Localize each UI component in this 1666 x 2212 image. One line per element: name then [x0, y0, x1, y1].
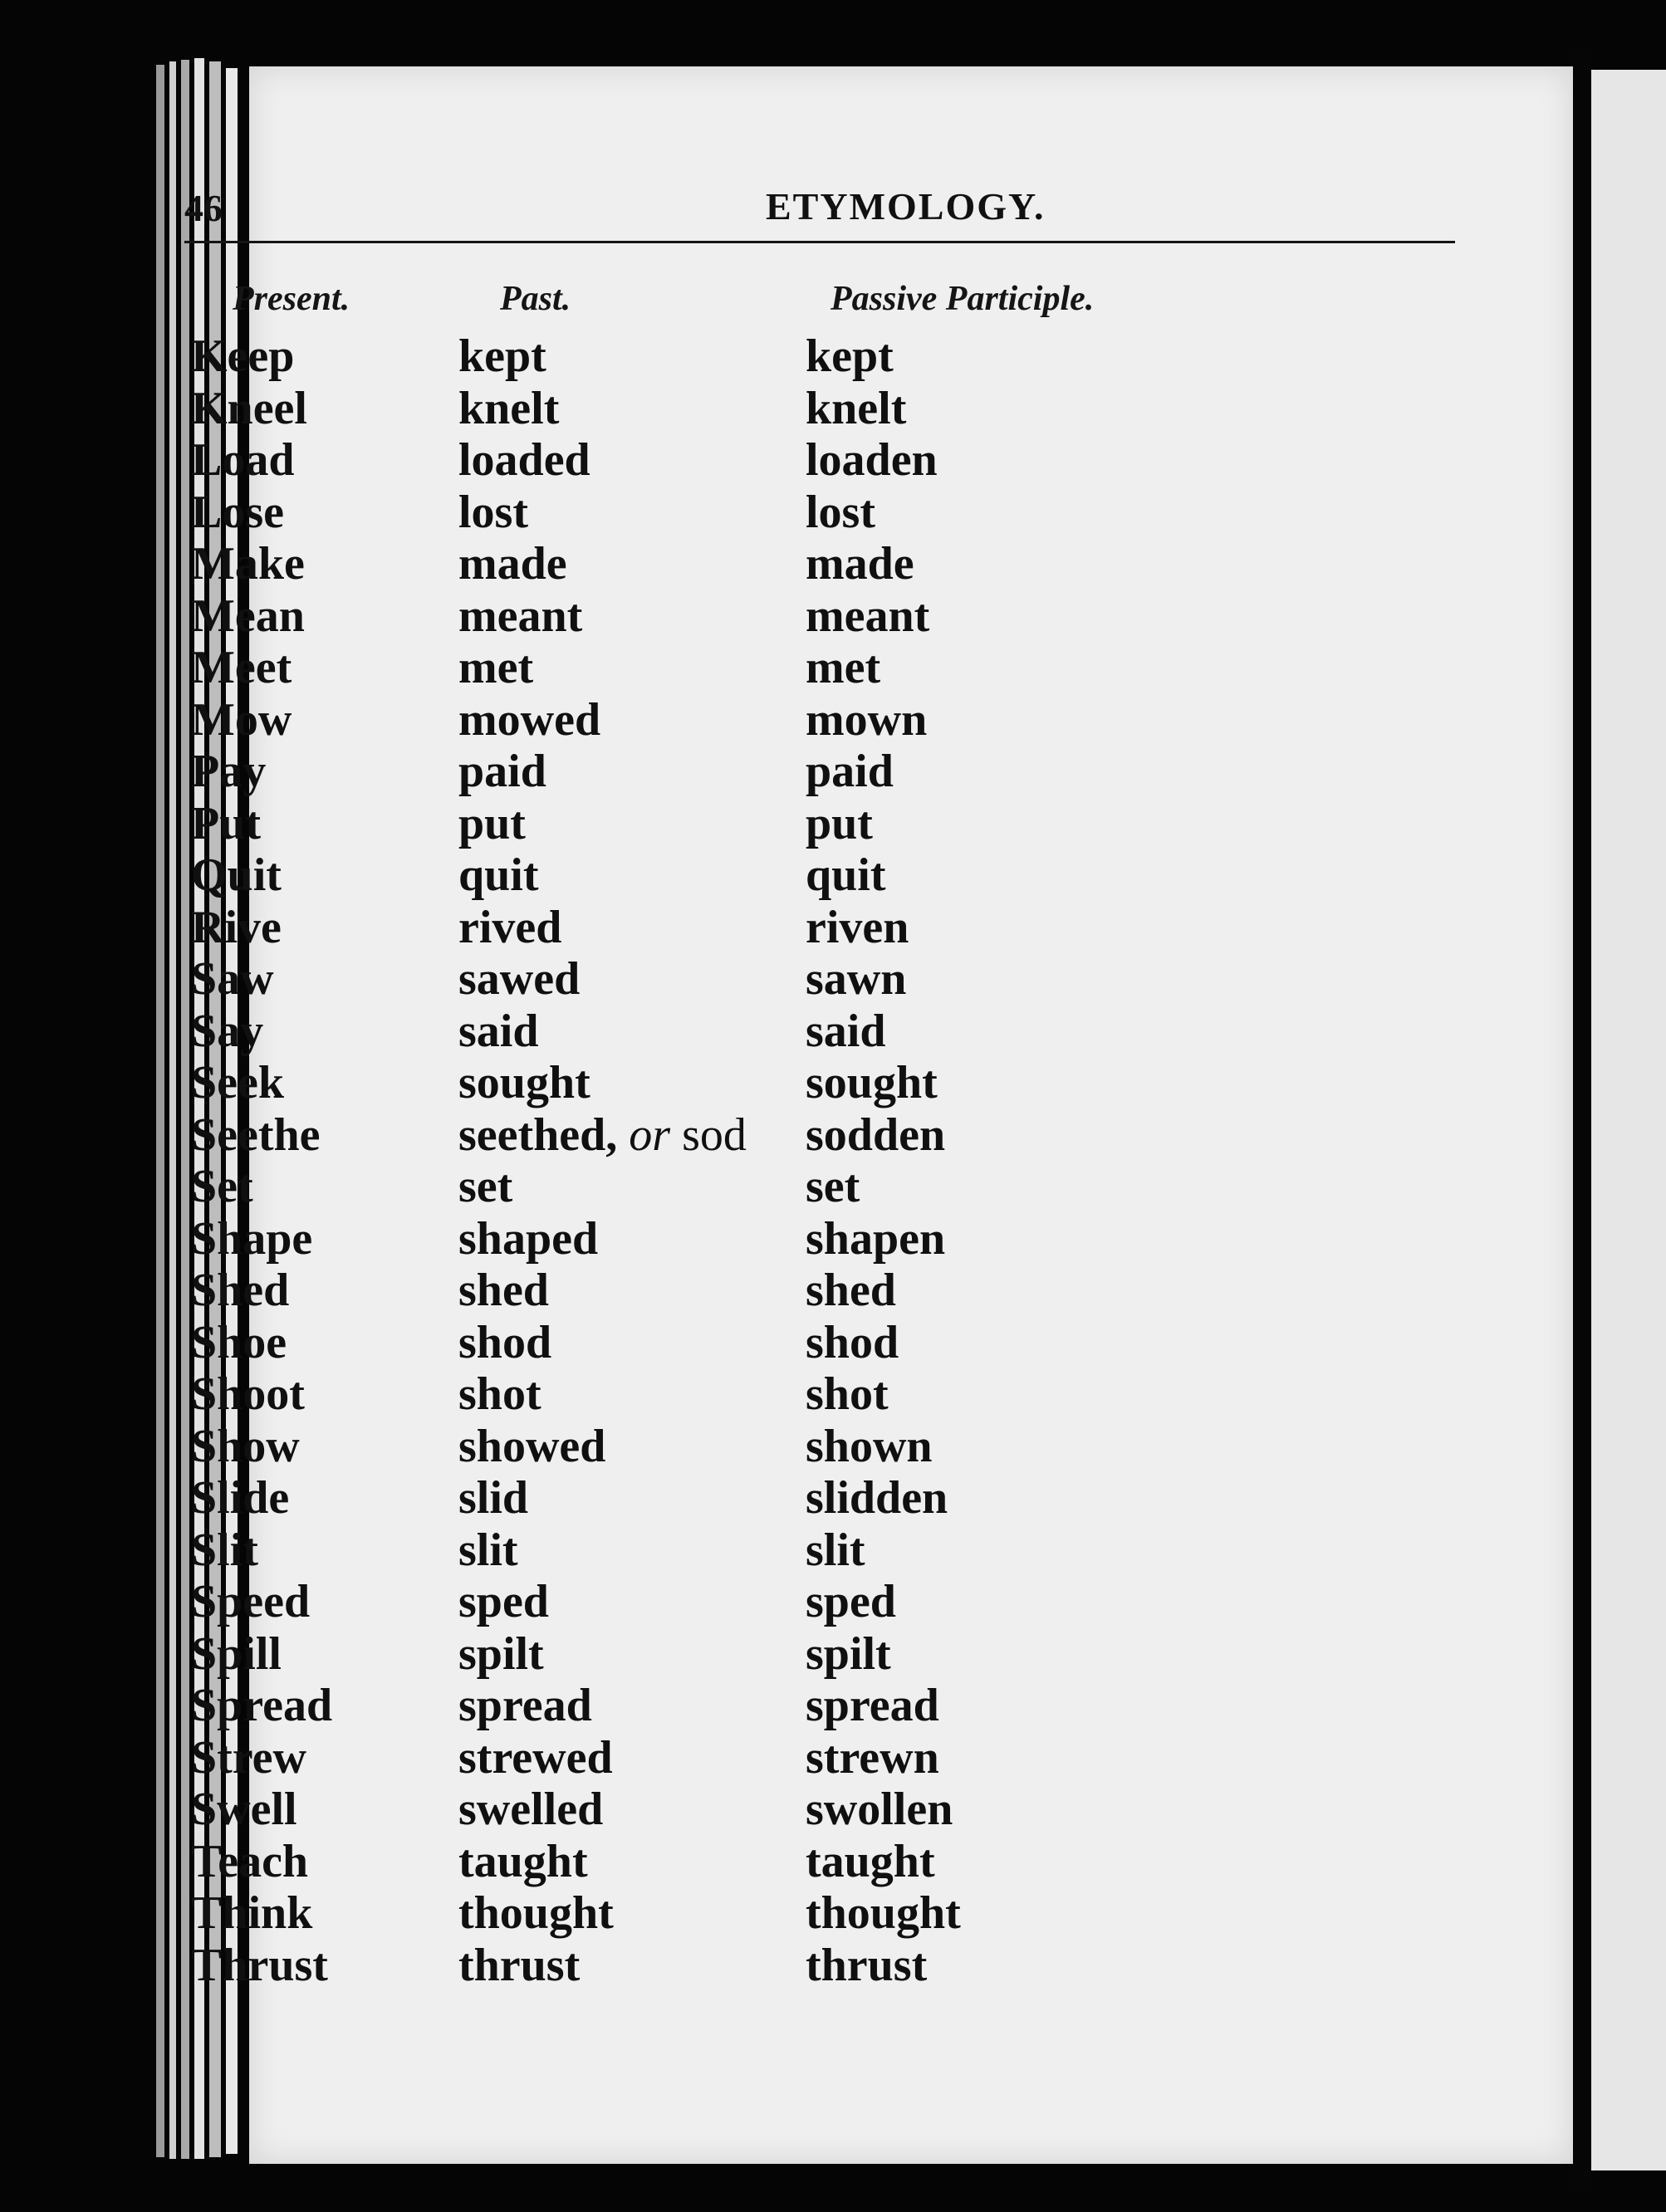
present-form: Saw: [191, 953, 274, 1005]
passive-participle-form: mown: [806, 693, 928, 746]
present-form: Make: [191, 538, 305, 590]
verb-row: [191, 1161, 1437, 1213]
passive-participle-form: riven: [806, 901, 909, 953]
past-form: showed: [458, 1420, 606, 1472]
verb-row: [191, 1836, 1437, 1888]
verb-row: [191, 1940, 1437, 1992]
past-form: sought: [458, 1057, 590, 1108]
present-form: Think: [191, 1887, 313, 1939]
present-form: Quit: [191, 849, 282, 901]
passive-participle-form: said: [806, 1005, 886, 1057]
running-head: ETYMOLOGY.: [766, 185, 1046, 228]
verb-row: [191, 538, 1437, 590]
past-form: sped: [458, 1576, 549, 1627]
present-form: Shoot: [191, 1368, 305, 1420]
passive-participle-form: shot: [806, 1368, 889, 1420]
past-form: set: [458, 1161, 513, 1212]
column-header-passive-participle: Passive Participle.: [831, 280, 1095, 318]
verb-row: [191, 953, 1437, 1006]
verb-row: [191, 1317, 1437, 1369]
facing-page-edge: [1591, 70, 1666, 2170]
passive-participle-form: put: [806, 797, 873, 849]
verb-row: [191, 1265, 1437, 1317]
passive-participle-form: slit: [806, 1524, 865, 1576]
past-form: paid: [458, 746, 546, 797]
past-form: shot: [458, 1368, 541, 1420]
present-form: Swell: [191, 1784, 297, 1835]
past-form: shod: [458, 1316, 552, 1368]
present-form: Kneel: [191, 382, 307, 434]
passive-participle-form: spilt: [806, 1627, 891, 1680]
present-form: Slide: [191, 1472, 290, 1524]
verb-row: [191, 1524, 1437, 1577]
verb-row: [191, 642, 1437, 694]
passive-participle-form: made: [806, 538, 914, 590]
past-form: lost: [458, 486, 528, 538]
passive-participle-form: set: [806, 1161, 860, 1212]
past-form: meant: [458, 590, 583, 642]
present-form: Pay: [191, 746, 267, 797]
present-form: Seethe: [191, 1108, 321, 1161]
passive-participle-form: sawn: [806, 953, 907, 1005]
present-form: Set: [191, 1161, 253, 1212]
column-header-present: Present.: [233, 280, 350, 318]
present-form: Shoe: [191, 1316, 287, 1368]
verb-row: [191, 1887, 1437, 1940]
present-form: Seek: [191, 1057, 284, 1108]
past-form: slid: [458, 1472, 529, 1524]
passive-participle-form: sodden: [806, 1108, 946, 1161]
past-form: put: [458, 797, 526, 849]
present-form: Mow: [191, 693, 292, 746]
present-form: Lose: [191, 486, 284, 538]
present-form: Spread: [191, 1680, 333, 1731]
present-form: Shed: [191, 1265, 290, 1316]
verb-row: [191, 434, 1437, 487]
verb-row: [191, 1006, 1437, 1058]
passive-participle-form: quit: [806, 849, 886, 901]
past-form: [458, 1109, 747, 1161]
passive-participle-form: shown: [806, 1420, 933, 1472]
past-form: slit: [458, 1524, 518, 1576]
passive-participle-form: thrust: [806, 1939, 928, 1991]
verb-row: [191, 487, 1437, 539]
verb-row: [191, 798, 1437, 850]
present-form: Teach: [191, 1835, 309, 1887]
present-form: Thrust: [191, 1939, 328, 1991]
present-form: Spill: [191, 1627, 282, 1680]
passive-participle-form: paid: [806, 746, 894, 797]
page-header: [184, 116, 1455, 229]
page-edge: [181, 60, 189, 2159]
present-form: Meet: [191, 642, 292, 693]
passive-participle-form: shapen: [806, 1212, 946, 1265]
passive-participle-form: thought: [806, 1887, 961, 1939]
passive-participle-form: knelt: [806, 382, 907, 434]
past-form-main: seethed,: [458, 1108, 618, 1161]
passive-participle-form: slidden: [806, 1472, 948, 1524]
verb-row: [191, 1472, 1437, 1524]
verb-row: [191, 1732, 1437, 1784]
passive-participle-form: spread: [806, 1680, 939, 1731]
passive-participle-form: lost: [806, 486, 875, 538]
past-form: strewed: [458, 1731, 613, 1784]
past-form-alternate: sod: [682, 1108, 747, 1161]
passive-participle-form: loaden: [806, 434, 938, 486]
present-form: Show: [191, 1420, 300, 1472]
header-rule: [184, 241, 1455, 243]
verb-row: [191, 383, 1437, 435]
passive-participle-form: shed: [806, 1265, 896, 1316]
verb-row: [191, 1628, 1437, 1681]
present-form: Slit: [191, 1524, 258, 1576]
passive-participle-form: kept: [806, 330, 894, 382]
past-form: shed: [458, 1265, 549, 1316]
passive-participle-form: swollen: [806, 1784, 953, 1835]
passive-participle-form: strewn: [806, 1731, 939, 1784]
present-form: Keep: [191, 330, 295, 382]
verb-row: [191, 330, 1437, 383]
past-form: thought: [458, 1887, 614, 1939]
page-edge: [169, 61, 176, 2159]
past-form: mowed: [458, 693, 601, 746]
verb-row: [191, 1368, 1437, 1421]
present-form: Say: [191, 1005, 264, 1057]
verb-row: [191, 1576, 1437, 1628]
passive-participle-form: shod: [806, 1316, 899, 1368]
past-form: kept: [458, 330, 546, 382]
present-form: Load: [191, 434, 295, 486]
verb-row: [191, 1109, 1437, 1162]
page-number: 46: [184, 187, 223, 229]
past-form: rived: [458, 901, 562, 953]
past-form: said: [458, 1005, 539, 1057]
past-form: shaped: [458, 1212, 599, 1265]
present-form: Rive: [191, 901, 282, 953]
verb-row: [191, 746, 1437, 798]
verb-row: [191, 1680, 1437, 1732]
past-form: swelled: [458, 1784, 604, 1835]
past-form: thrust: [458, 1939, 581, 1991]
page-edge: [156, 65, 164, 2157]
present-form: Put: [191, 797, 261, 849]
passive-participle-form: sped: [806, 1576, 896, 1627]
present-form: Strew: [191, 1731, 306, 1784]
past-form: quit: [458, 849, 539, 901]
present-form: Speed: [191, 1576, 311, 1627]
past-connector: or: [629, 1108, 671, 1161]
gutter: [1575, 50, 1591, 2192]
past-form: spread: [458, 1680, 592, 1731]
past-form: spilt: [458, 1627, 544, 1680]
verb-row: [191, 1213, 1437, 1265]
verb-row: [191, 1421, 1437, 1473]
verb-row: [191, 902, 1437, 954]
past-form: sawed: [458, 953, 581, 1005]
verb-row: [191, 1784, 1437, 1836]
verb-row: [191, 590, 1437, 643]
past-form: made: [458, 538, 567, 590]
past-form: taught: [458, 1835, 588, 1887]
passive-participle-form: sought: [806, 1057, 938, 1108]
present-form: Shape: [191, 1212, 313, 1265]
passive-participle-form: met: [806, 642, 881, 693]
passive-participle-form: taught: [806, 1835, 935, 1887]
verb-table: [191, 330, 1437, 1991]
passive-participle-form: meant: [806, 590, 930, 642]
column-header-past: Past.: [500, 280, 571, 318]
present-form: Mean: [191, 590, 305, 642]
past-form: loaded: [458, 434, 590, 486]
verb-row: [191, 1057, 1437, 1109]
verb-row: [191, 849, 1437, 902]
past-form: met: [458, 642, 534, 693]
past-form: knelt: [458, 382, 560, 434]
verb-row: [191, 694, 1437, 746]
